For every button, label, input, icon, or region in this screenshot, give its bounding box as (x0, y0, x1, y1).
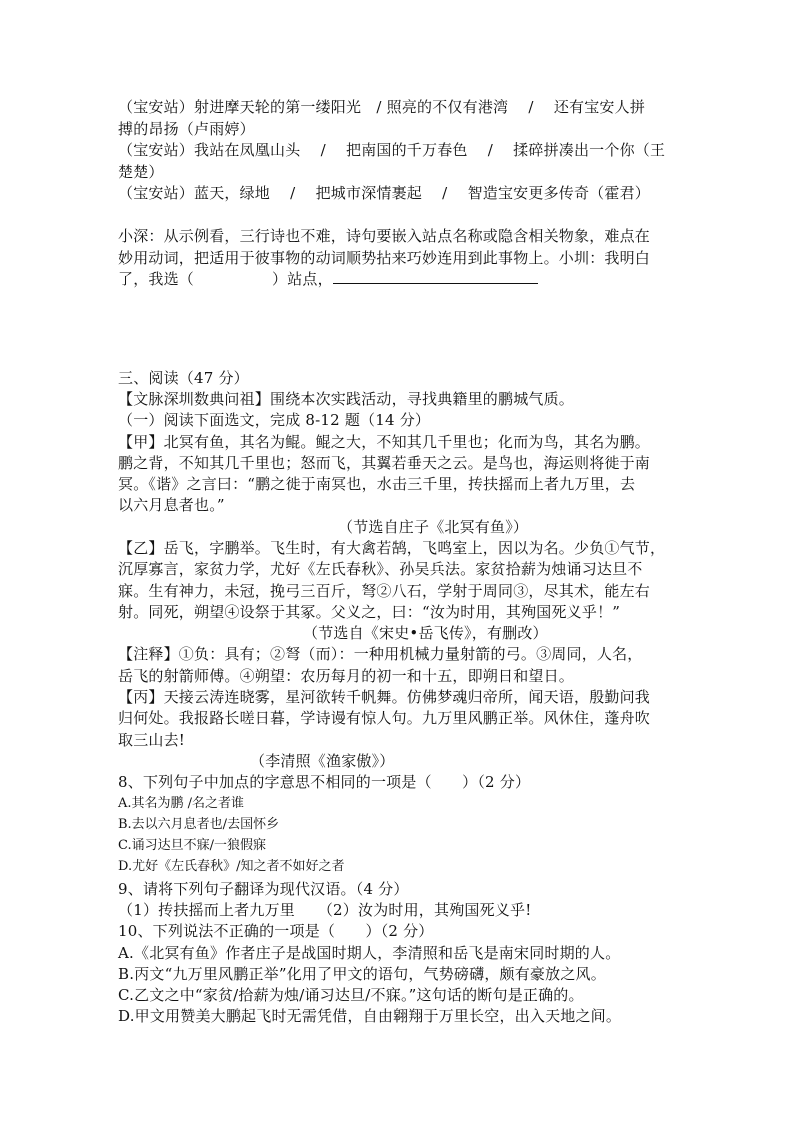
passage-yi-line: 【乙】岳飞，字鹏举。飞生时，有大禽若鹄，飞鸣室上，因以为名。少负①气节， (118, 539, 666, 557)
notes-line: 【注释】①负：具有；②弩（而）：一种用机械力量射箭的弓。③周同，人名， (118, 645, 643, 663)
passage-bing-line: 取三山去! (118, 731, 186, 749)
passage-yi-line: 沉厚寡言，家贫力学，尤好《左氏春秋》、孙吴兵法。家贫拾薪为烛诵习达旦不 (118, 560, 643, 578)
passage-yi-source: （节选自《宋史•岳飞传》，有删改） (303, 624, 548, 642)
subsection-title: （一）阅读下面选文，完成 8-12 题（14 分） (118, 411, 431, 429)
dialog-line: 小深：从示例看，三行诗也不难，诗句要嵌入站点名称或隐含相关物象，难点在 (118, 227, 651, 245)
dialog-answer-line (118, 268, 678, 290)
passage-yi-line: 寐。生有神力，未冠，挽弓三百斤，弩②八石，学射于周同③，尽其术，能左右 (118, 582, 651, 600)
section-intro: 【文脉深圳数典问祖】围绕本次实践活动，寻找典籍里的鹏城气质。 (118, 390, 575, 408)
poem-line: 楚楚） (118, 163, 164, 181)
passage-jia-source: （节选自庄子《北冥有鱼》） (338, 518, 529, 536)
passage-bing-line: 归何处。我报路长嗟日暮，学诗谩有惊人句。九万里风鹏正举。风休住，蓬舟吹 (118, 709, 651, 727)
question-9-items: （1）抟扶摇而上者九万里 （2）汝为时用，其殉国死义乎! (118, 901, 532, 919)
dialog-line: 妙用动词，把适用于彼事物的动词顺势拈来巧妙连用到此事物上。小圳：我明白 (118, 249, 651, 267)
passage-jia-line: 【甲】北冥有鱼，其名为鲲。鲲之大，不知其几千里也；化而为鸟，其名为鹏。 (118, 433, 651, 451)
question-8-option-d[interactable]: D.尤好《左氏春秋》/知之者不如好之者 (118, 859, 345, 874)
passage-jia-line: 冥。《谐》之言曰：“鹏之徙于南冥也，水击三千里，抟扶摇而上者九万里，去 (118, 475, 636, 493)
answer-blank[interactable] (333, 269, 538, 284)
question-8-option-b[interactable]: B.去以六月息者也/去国怀乡 (118, 817, 280, 832)
poem-line: （宝安站）蓝天，绿地 / 把城市深情裹起 / 智造宝安更多传奇（霍君） (118, 184, 650, 202)
passage-jia-line: 鹏之背，不知其几千里也；怒而飞，其翼若垂天之云。是鸟也，海运则将徙于南 (118, 454, 651, 472)
question-10-stem: 10、下列说法不正确的一项是（ ）（2 分） (118, 922, 434, 940)
question-8-option-c[interactable]: C.诵习达旦不寐/一狼假寐 (118, 838, 266, 853)
question-10-option-a[interactable]: A.《北冥有鱼》作者庄子是战国时期人，李清照和岳飞是南宋同时期的人。 (118, 944, 621, 962)
notes-line: 岳飞的射箭师傅。④朔望：农历每月的初一和十五，即朔日和望日。 (118, 667, 575, 685)
question-10-option-b[interactable]: B.丙文“九万里风鹏正举”化用了甲文的语句，气势磅礴，颇有豪放之风。 (118, 965, 606, 983)
question-9-stem: 9、请将下列句子翻译为现代汉语。（4 分） (118, 880, 409, 898)
passage-bing-line: 【丙】天接云涛连晓雾，星河欲转千帆舞。仿佛梦魂归帝所，闻天语，殷勤问我 (118, 688, 651, 706)
section-title: 三、阅读（47 分） (118, 369, 249, 387)
dialog-text: 了，我选（ (118, 270, 195, 288)
question-10-option-d[interactable]: D.甲文用赞美大鹏起飞时无需凭借，自由翱翔于万里长空，出入天地之间。 (118, 1007, 622, 1025)
passage-yi-line: 射。同死，朔望④设祭于其冢。父义之，曰：“汝为时用，其殉国死义乎！” (118, 603, 621, 621)
passage-bing-source: （李清照《渔家傲》） (250, 752, 395, 770)
poem-line: （宝安站）我站在凤凰山头 / 把南国的千万春色 / 揉碎拼凑出一个你（王 (118, 141, 666, 159)
passage-jia-line: 以六月息者也。” (118, 496, 225, 514)
poem-line: （宝安站）射进摩天轮的第一缕阳光 / 照亮的不仅有港湾 / 还有宝安人拼 (118, 98, 646, 116)
question-8-stem: 8、下列句子中加点的字意思不相同的一项是（ ）（2 分） (118, 773, 531, 791)
question-10-option-c[interactable]: C.乙文之中“家贫/拾薪为烛/诵习达旦/不寐。”这句话的断句是正确的。 (118, 986, 584, 1004)
poem-line: 搏的昂扬（卢雨婷） (118, 120, 255, 138)
question-8-option-a[interactable]: A.其名为鹏 /名之者谁 (118, 796, 245, 811)
dialog-text: ）站点， (272, 270, 333, 288)
